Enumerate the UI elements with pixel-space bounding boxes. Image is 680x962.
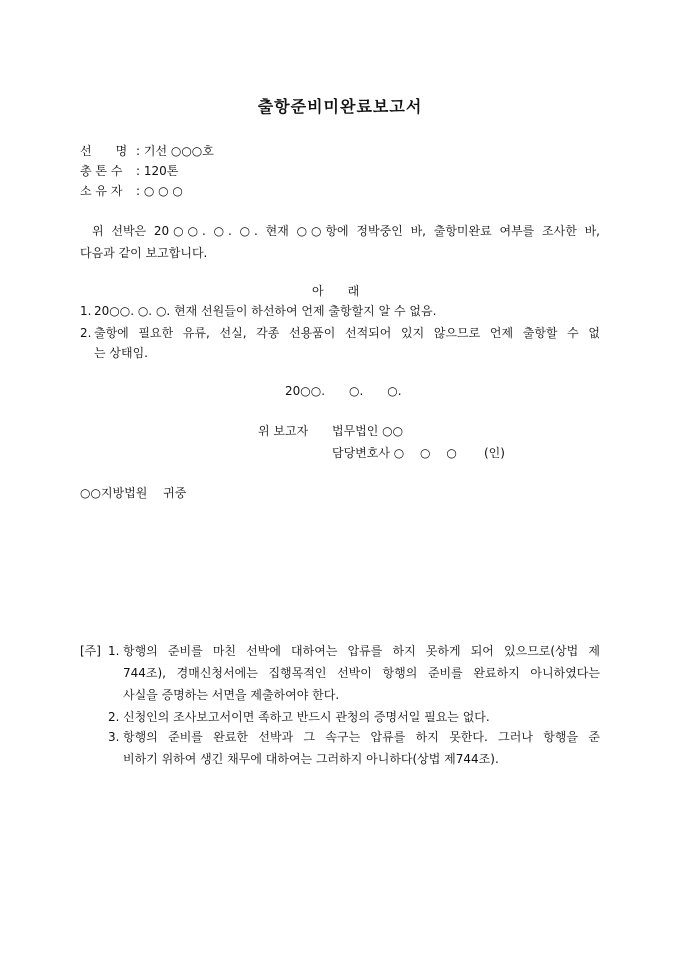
note-number: 2. [108, 710, 120, 724]
note-text: 항행의 준비를 완료한 선박과 그 속구는 압류를 하지 못한다. 그러나 항행을 준 [123, 730, 600, 744]
item-number: 2. [80, 326, 92, 340]
note-text: 신청인의 조사보고서이면 족하고 반드시 관청의 증명서일 필요는 없다. [123, 710, 490, 724]
body-line-1: 위 선박은 20○○. ○. ○. 현재 ○○항에 정박중인 바, 출항미완료 여부를 조사한 바, [92, 224, 600, 238]
note-number: 3. [108, 730, 120, 744]
report-date: 20○○. ○. ○. [285, 384, 402, 398]
item-text: 출항에 필요한 유류, 선실, 각종 선용품이 선적되어 있지 않으므로 언제 출항할 수 없 [94, 326, 600, 340]
vessel-name-label: 선 명 [80, 144, 128, 158]
reporter-label: 위 보고자 [258, 424, 309, 438]
tonnage-label: 총 톤 수 [80, 164, 123, 178]
notes-tag: [주] [80, 644, 101, 658]
body-line-2: 다음과 같이 보고합니다. [80, 246, 208, 260]
note-text: 사실을 증명하는 서면을 제출하여야 한다. [123, 688, 340, 702]
reporter-firm: 법무법인 ○○ [332, 424, 404, 438]
note-text: 항행의 준비를 마친 선박에 대하여는 압류를 하지 못하게 되어 있으므로(상법 제 [123, 644, 600, 658]
tonnage-value: : 120톤 [136, 164, 179, 178]
addressee: ○○지방법원 귀중 [80, 486, 187, 500]
note-text: 744조), 경매신청서에는 집행목적인 선박이 항행의 준비를 완료하지 아니하였다는 [123, 666, 600, 680]
owner-label: 소 유 자 [80, 184, 123, 198]
vessel-name-value: : 기선 ○○○호 [136, 144, 214, 158]
notice-heading: 아 래 [312, 284, 360, 298]
attorney-name: 담당변호사 ○ ○ ○ [332, 446, 457, 460]
seal-mark: (인) [484, 446, 505, 460]
document-title: 출항준비미완료보고서 [257, 97, 423, 116]
owner-value: : ○ ○ ○ [136, 184, 183, 198]
note-number: 1. [108, 644, 120, 658]
item-number: 1. [80, 304, 92, 318]
item-text-continued: 는 상태임. [94, 346, 148, 360]
item-text: 20○○. ○. ○. 현재 선원들이 하선하여 언제 출항할지 알 수 없음. [94, 304, 437, 318]
note-text: 비하기 위하여 생긴 채무에 대하여는 그러하지 아니하다(상법 제744조). [123, 752, 499, 766]
